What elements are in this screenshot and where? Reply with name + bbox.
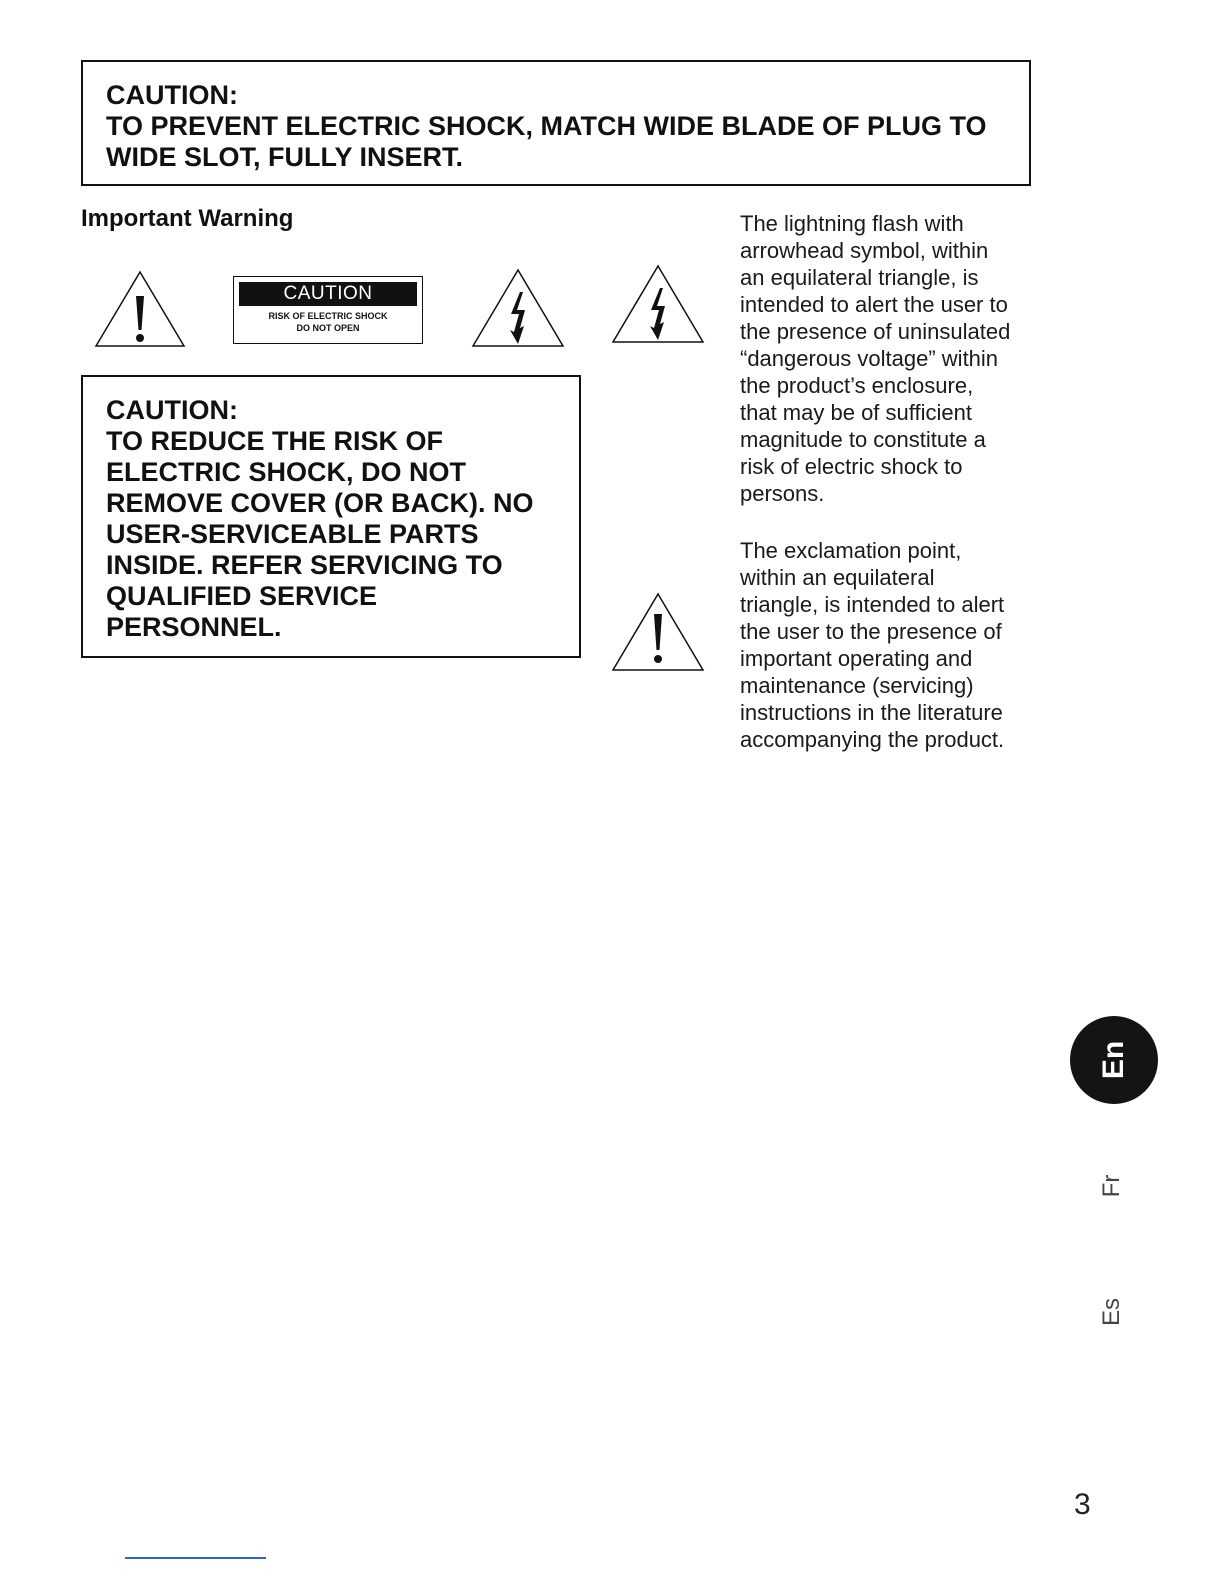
paragraph-line: The lightning flash with — [740, 211, 964, 236]
section-title: Important Warning — [81, 205, 294, 232]
paragraph-line: within an equilateral — [740, 565, 935, 590]
service-caution-line: INSIDE. REFER SERVICING TO — [106, 550, 503, 580]
service-caution-line: REMOVE COVER (OR BACK). NO — [106, 488, 534, 518]
plug-caution-line: TO PREVENT ELECTRIC SHOCK, MATCH WIDE BLADE OF PLUG TO — [106, 111, 987, 141]
service-caution-box — [81, 375, 581, 658]
language-tab-es[interactable]: Es — [1098, 1298, 1125, 1327]
language-tab-fr[interactable]: Fr — [1098, 1174, 1125, 1198]
plug-caution-line: CAUTION: — [106, 80, 238, 110]
paragraph-line: the presence of uninsulated — [740, 319, 1011, 344]
paragraph-line: magnitude to constitute a — [740, 427, 986, 452]
caution-label-line: RISK OF ELECTRIC SHOCK — [268, 311, 388, 321]
paragraph-line: maintenance (servicing) — [740, 673, 974, 698]
exclamation-description — [740, 537, 1040, 753]
lightning-description — [740, 210, 1040, 507]
caution-label — [233, 276, 423, 344]
language-tab-en[interactable] — [1070, 1016, 1158, 1104]
footer-divider — [125, 1557, 266, 1559]
paragraph-line: persons. — [740, 481, 825, 506]
language-tab-en-label: En — [1097, 1040, 1130, 1080]
page-number: 3 — [1074, 1488, 1091, 1521]
paragraph-line: risk of electric shock to — [740, 454, 963, 479]
exclamation-triangle-icon — [93, 270, 187, 348]
service-caution-line: QUALIFIED SERVICE — [106, 581, 378, 611]
lightning-triangle-icon — [470, 268, 566, 348]
paragraph-line: arrowhead symbol, within — [740, 238, 989, 263]
caution-label-header: CAUTION — [239, 282, 417, 306]
paragraph-line: the user to the presence of — [740, 619, 1002, 644]
paragraph-line: triangle, is intended to alert — [740, 592, 1005, 617]
paragraph-line: accompanying the product. — [740, 727, 1005, 752]
paragraph-line: an equilateral triangle, is — [740, 265, 979, 290]
plug-caution-line: WIDE SLOT, FULLY INSERT. — [106, 142, 464, 172]
exclamation-triangle-icon — [610, 592, 706, 672]
paragraph-line: “dangerous voltage” within — [740, 346, 999, 371]
paragraph-line: instructions in the literature — [740, 700, 1003, 725]
service-caution-line: PERSONNEL. — [106, 612, 282, 642]
paragraph-line: the product’s enclosure, — [740, 373, 974, 398]
paragraph-line: The exclamation point, — [740, 538, 962, 563]
service-caution-line: USER-SERVICEABLE PARTS — [106, 519, 479, 549]
service-caution-line: ELECTRIC SHOCK, DO NOT — [106, 457, 467, 487]
paragraph-line: important operating and — [740, 646, 973, 671]
plug-caution-box — [81, 60, 1031, 186]
paragraph-line: intended to alert the user to — [740, 292, 1008, 317]
lightning-triangle-icon — [610, 264, 706, 344]
caution-label-line: DO NOT OPEN — [296, 323, 360, 333]
service-caution-line: CAUTION: — [106, 395, 238, 425]
paragraph-line: that may be of sufficient — [740, 400, 972, 425]
service-caution-line: TO REDUCE THE RISK OF — [106, 426, 444, 456]
